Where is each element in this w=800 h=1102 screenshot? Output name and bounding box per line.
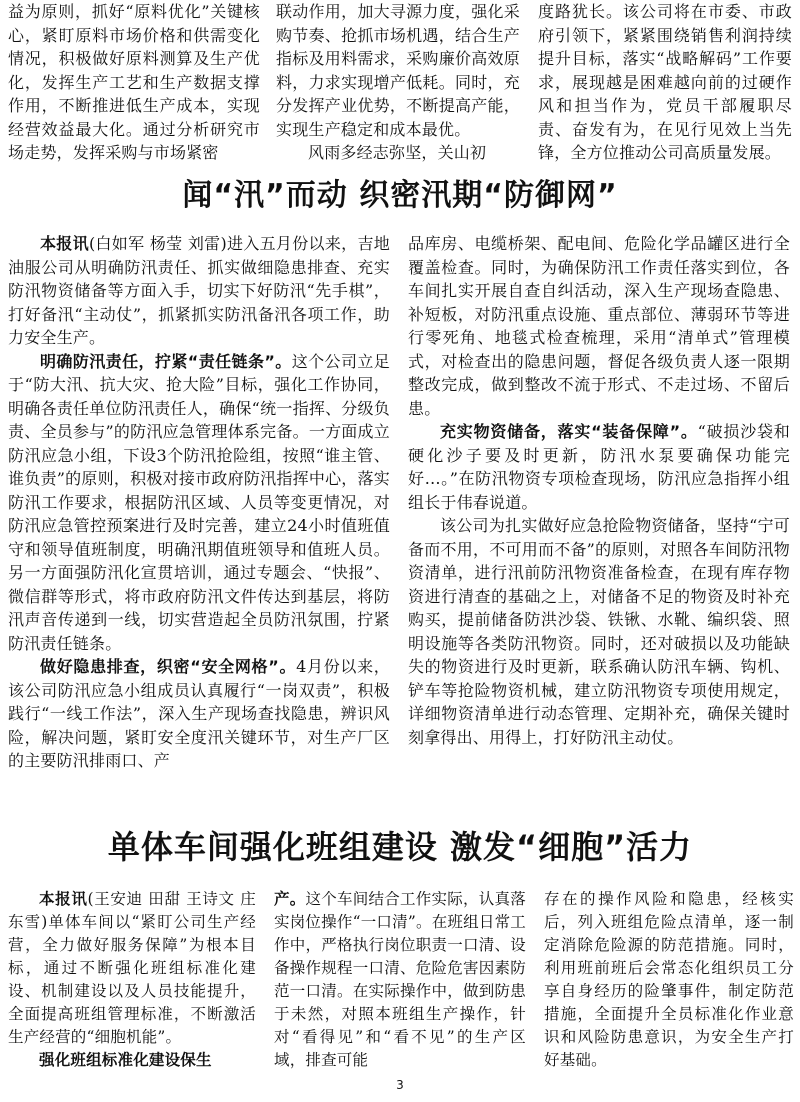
paragraph: [8, 888, 256, 1049]
paragraph-text: (白如军 杨莹 刘雷)进入五月份以来，吉地油服公司从明确防汛责任、抓实做细隐患排查、充实防汛物资储备等方面入手，切实下好防汛“先手棋”，打好备汛“主动仗”，抓紧抓实防汛备汛各项工作，助力安全生产。: [8, 234, 390, 347]
article-1-right-column: [408, 232, 790, 749]
paragraph-text: 这个车间结合工作实际，认真落实岗位操作“一口清”。在班组日常工作中，严格执行岗位职责一口清、设备操作规程一口清、危险危害因素防范一口清。在实际操作中，做到防患于未然，对照本班组生产操作，针对“看得见”和“看不见”的生产区域，排查可能: [274, 890, 526, 1069]
paragraph-text: 这个公司立足于“防大汛、抗大灾、抢大险”目标，强化工作协同，明确各责任单位防汛责任人，确保“统一指挥、分级负责、全员参与”的防汛应急管理体系完备。一方面成立防汛应急小组，下设3个防汛抢险组，按照“谁主管、谁负责”的原则，积极对接市政府防汛指挥中心，落实防汛工作要求，根据防汛区域、人员等变更情况，对防汛应急管控预案进行及时完善，建立24小时值班值守和领导值班制度，明确汛期值班领导和值班人员。另一方面强防汛化宣贯培训，通过专题会、“快报”、微信群等形式，将市政府防汛文件传达到基层，将防汛声音传递到一线，切实营造起全员防汛氛围，拧紧防汛责任链条。: [8, 351, 391, 653]
paragraph: [8, 350, 390, 656]
paragraph-text: 联动作用，加大寻源力度，强化采购节奏、抢抓市场机遇，结合生产指标及用料需求，采购廉价高效原料，力求实现增产低耗。同时，充分发挥产业优势，不断提高产能，实现生产稳定和成本最优。: [276, 2, 520, 139]
paragraph-lead: 做好隐患排查，织密“安全网格”。: [40, 657, 297, 676]
paragraph-lead: 产。: [274, 890, 306, 908]
paragraph: [8, 655, 390, 773]
paragraph: [276, 0, 520, 141]
article-1-headline: 闻“汛”而动 织密汛期“防御网”: [182, 178, 618, 213]
paragraph-text: 4月份以来，该公司防汛应急小组成员认真履行“一岗双责”，积极践行“一线工作法”，深入生产现场查找隐患，辨识风险，解决问题，紧盯安全度汛关键环节，对生产厂区的主要防汛排雨口、产: [8, 657, 390, 770]
paragraph-text: 益为原则，抓好“原料优化”关键核心，紧盯原料市场价格和供需变化情况，积极做好原料测算及生产优化，发挥生产工艺和生产数据支撑作用，不断推进低生产成本，实现经营效益最大化。通过分析研究市场走势，发挥采购与市场紧密: [8, 2, 260, 162]
paragraph-lead: 充实物资储备，落实“装备保障”。: [440, 422, 698, 441]
paragraph: [8, 232, 390, 350]
paragraph-lead: 本报讯: [39, 890, 88, 908]
paragraph: [408, 420, 790, 514]
paragraph: [274, 888, 526, 1072]
paragraph: [408, 514, 790, 749]
carryover-column-2: [276, 0, 520, 165]
carryover-column-1: [8, 0, 260, 165]
paragraph-text: 该公司为扎实做好应急抢险物资储备，坚持“宁可备而不用，不可用而不备”的原则，对照各车间防汛物资清单，进行汛前防汛物资准备检查，在现有库存物资进行清查的基础之上，对储备不足的物资及时补充购买，提前储备防洪沙袋、铁锹、水靴、编织袋、照明设施等各类防汛物资。同时，还对破损以及功能缺失的物资进行及时更新，联系确认防汛车辆、钩机、铲车等抢险物资机械，建立防汛物资专项使用规定，详细物资清单进行动态管理、定期补充，确保关键时刻拿得出、用得上，打好防汛主动仗。: [408, 516, 790, 747]
paragraph-lead: 强化班组标准化建设保生: [39, 1051, 212, 1069]
page-number: 3: [396, 1078, 404, 1092]
article-2-column-3: [544, 888, 794, 1072]
paragraph: [544, 888, 794, 1072]
paragraph-text: “破损沙袋和硬化沙子要及时更新，防汛水泵要确保功能完好…。”在防汛物资专项检查现场，防汛应急指挥小组组长于伟春说道。: [408, 422, 790, 512]
paragraph: [8, 1049, 256, 1072]
paragraph: [276, 141, 520, 165]
article-1-left-column: [8, 232, 390, 773]
paragraph-text: 风雨多经志弥坚，关山初: [308, 143, 487, 162]
paragraph: [8, 0, 260, 165]
article-2-column-2: [274, 888, 526, 1072]
article-2-column-1: [8, 888, 256, 1072]
paragraph: [408, 232, 790, 420]
paragraph-text: (王安迪 田甜 王诗文 庄东雪)单体车间以“紧盯公司生产经营，全力做好服务保障”为根本目标，通过不断强化班组标准化建设、机制建设以及人员技能提升，全面提高班组管理标准，不断激活生产经营的“细胞机能”。: [8, 890, 256, 1046]
carryover-column-3: [538, 0, 792, 165]
paragraph-text: 品库房、电缆桥架、配电间、危险化学品罐区进行全覆盖检查。同时，为确保防汛工作责任落实到位，各车间扎实开展自查自纠活动，深入生产现场查隐患、补短板，对防汛重点设施、重点部位、薄弱环节等进行零死角、地毯式检查梳理，采用“清单式”管理模式，对检查出的隐患问题，督促各级负责人逐一限期整改完成，做到整改不流于形式、不走过场、不留后患。: [408, 234, 790, 418]
paragraph-text: 度路犹长。该公司将在市委、市政府引领下，紧紧围绕销售利润持续提升目标，落实“战略解码”工作要求，展现越是困难越向前的过硬作风和担当作为，党员干部履职尽责、奋发有为，在见行见效上当先锋，全方位推动公司高质量发展。: [538, 2, 792, 162]
article-2-headline: 单体车间强化班组建设 激发“细胞”活力: [107, 828, 693, 866]
paragraph-lead: 明确防汛责任，拧紧“责任链条”。: [40, 351, 292, 371]
paragraph-lead: 本报讯: [40, 234, 89, 253]
paragraph: [538, 0, 792, 165]
paragraph-text: 存在的操作风险和隐患，经核实后，列入班组危险点清单，逐一制定消除危险源的防范措施。同时，利用班前班后会常态化组织员工分享自身经历的险肇事件，制定防范措施，全面提升全员标准化作业意识和风险防患意识，为安全生产打好基础。: [544, 890, 794, 1069]
